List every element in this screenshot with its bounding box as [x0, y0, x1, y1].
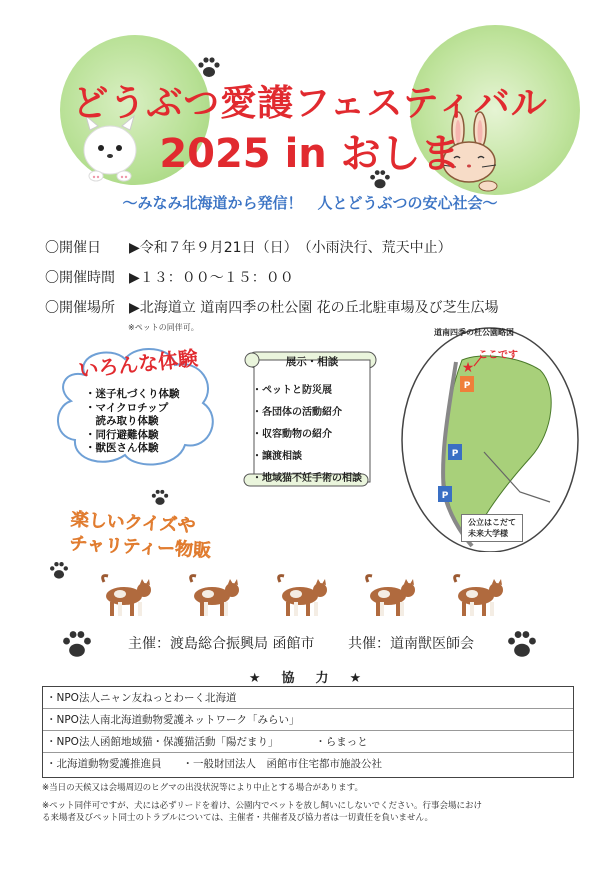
- info-time-value: ▶１３：００～１５：００: [129, 270, 294, 286]
- cat-illustration: [100, 572, 156, 620]
- experience-list: [85, 388, 180, 456]
- notes: [42, 782, 577, 824]
- parking-label: P: [463, 381, 471, 391]
- info-time-label: 〇開催時間: [45, 270, 115, 286]
- star-marker-icon: ★: [461, 360, 475, 376]
- experience-item: ・獣医さん体験: [85, 442, 159, 454]
- info-date-value: ▶令和７年９月21日（日） （小雨決行、荒天中止）: [129, 240, 452, 256]
- info-date-label: 〇開催日: [45, 240, 101, 256]
- info-date-row: [45, 237, 452, 257]
- exhibition-title: 展示・相談: [285, 356, 339, 368]
- map-title: 道南四季の杜公園略図: [434, 328, 514, 337]
- paw-icon: [48, 560, 70, 582]
- experience-item: 読み取り体験: [85, 415, 159, 427]
- map-university-line2: 未来大学様: [468, 529, 508, 538]
- parking-label: P: [451, 449, 459, 459]
- cat-illustration: [452, 572, 508, 620]
- info-venue-row: [45, 297, 499, 317]
- note-line: ※当日の天候又は会場周辺のヒグマの出没状況等により中止とする場合があります。: [42, 783, 363, 793]
- cooperation-row: ・NPO法人南北海道動物愛護ネットワーク「みらい」: [43, 709, 573, 731]
- event-title-line2: 2025 in おしま: [159, 131, 461, 177]
- info-venue-value: ▶北海道立 道南四季の杜公園 花の丘北駐車場及び芝生広場: [129, 300, 499, 316]
- cooperation-row: ・北海道動物愛護推進員 ・一般財団法人 函館市住宅都市施設公社: [46, 758, 382, 770]
- experience-item: ・マイクロチップ: [85, 401, 169, 414]
- map-university-label: [461, 514, 523, 542]
- paw-icon: [505, 628, 539, 662]
- paw-icon: [150, 488, 170, 508]
- info-venue-label: 〇開催場所: [45, 300, 115, 316]
- exhibition-item: ・地域猫不妊手術の相談: [252, 473, 362, 484]
- map-university-line1: 公立はこだて: [468, 518, 516, 527]
- cat-illustration: [188, 572, 244, 620]
- cooperation-row: ・NPO法人函館地域猫・保護猫活動「陽だまり」 ・らまっと: [43, 731, 573, 753]
- cat-row: [100, 572, 520, 622]
- parking-label: P: [441, 491, 449, 501]
- event-subtitle: ～みなみ北海道から発信！ 人とどうぶつの安心社会～: [122, 194, 498, 212]
- exhibition-item: ・ペットと防災展: [252, 385, 332, 396]
- quiz-line2: チャリティー物販: [68, 533, 212, 562]
- experience-item: ・迷子札づくり体験: [85, 388, 180, 400]
- host-text: 主催：渡島総合振興局 函館市: [128, 636, 315, 652]
- note-line: ※ペット同伴可ですが、犬には必ずリードを着け、公園内でペットを放し飼いにしないでください。行事会場におけ: [42, 801, 482, 811]
- cat-illustration: [364, 572, 420, 620]
- cohost-text: 共催：道南獣医師会: [348, 636, 474, 652]
- note-line: る来場者及びペット同士のトラブルについては、主催者・共催者及び協力者は一切責任を負いません。: [42, 813, 434, 823]
- quiz-line1: 楽しいクイズや: [70, 509, 197, 537]
- event-title-line1: どうぶつ愛護フェスティバル: [72, 83, 548, 124]
- paw-icon: [60, 628, 94, 662]
- cooperation-row: ・NPO法人ニャン友ねっとわーく北海道: [43, 687, 573, 709]
- exhibition-item: ・各団体の活動紹介: [252, 407, 342, 418]
- exhibition-item: ・収容動物の紹介: [252, 429, 332, 440]
- cooperation-box: [42, 686, 574, 778]
- cat-illustration: [276, 572, 332, 620]
- map-here-label: ここです: [478, 350, 518, 361]
- quiz-text: [69, 508, 213, 563]
- experience-item: ・同行避難体験: [85, 428, 159, 441]
- experience-title: いろんな体験: [77, 345, 200, 383]
- exhibition-item: ・譲渡相談: [252, 451, 302, 462]
- pet-note: ※ペットの同伴可。: [128, 323, 199, 332]
- cooperation-title: ★ 協 力 ★: [248, 671, 366, 686]
- exhibition-list: [252, 380, 362, 490]
- info-time-row: [45, 267, 294, 287]
